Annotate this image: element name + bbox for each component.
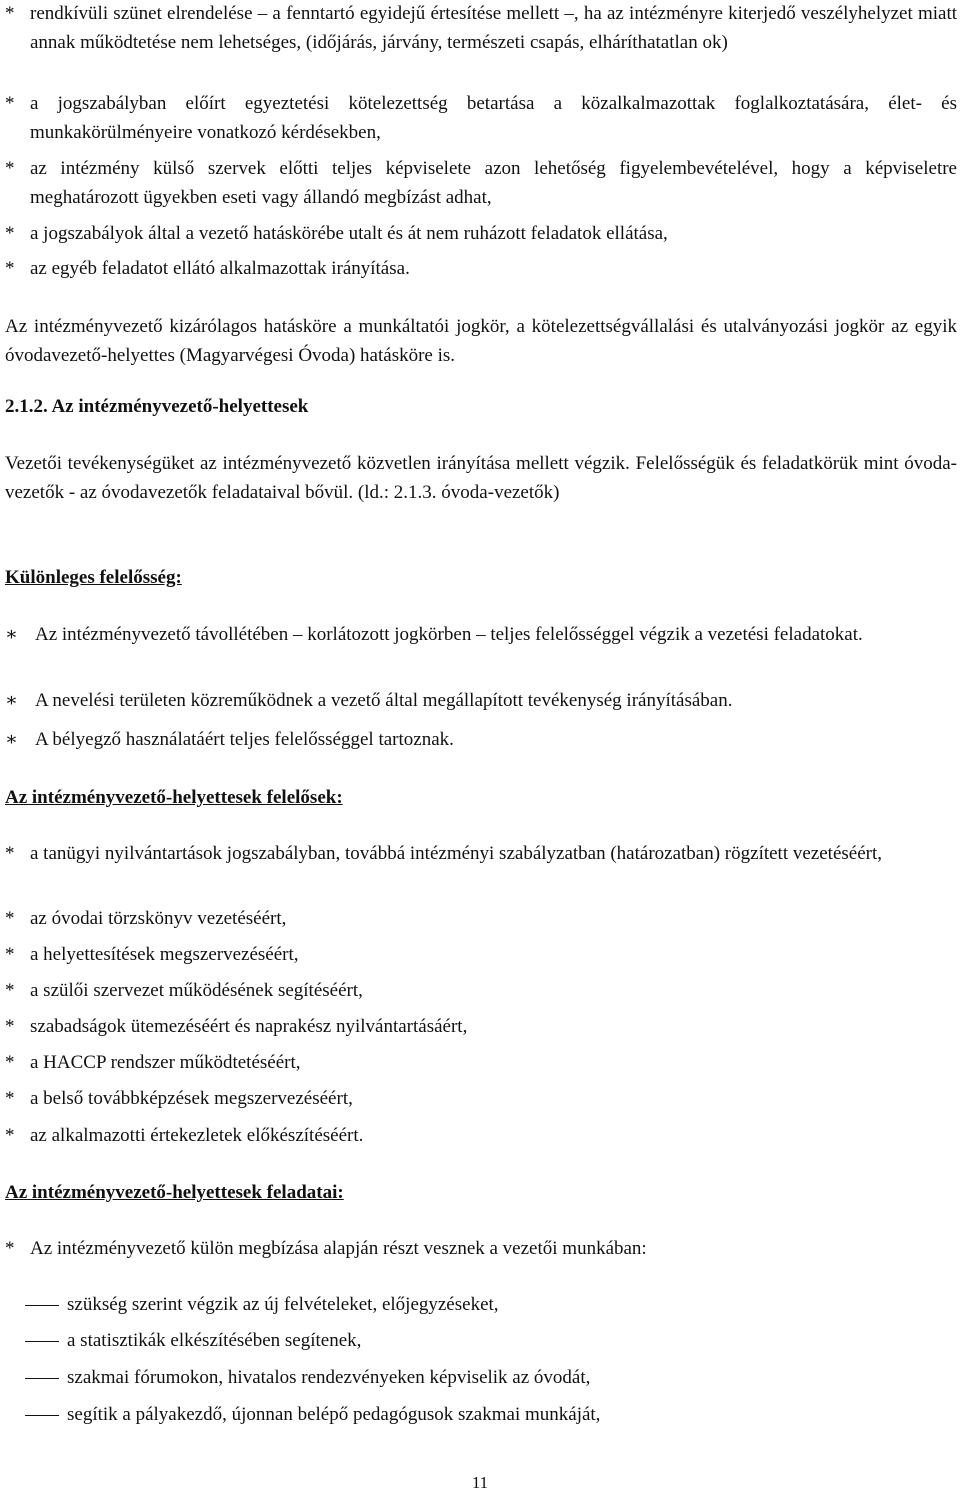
list-item <box>5 89 957 147</box>
list-item <box>5 940 957 969</box>
bullet-marker: * <box>5 1016 15 1037</box>
list-item-text: az intézmény külső szervek előtti teljes képviselete azon lehetőség figyelembevételével, hogy a képviseletre meghatározott ügyekben eseti vagy állandó megbízást adhat, <box>30 158 957 208</box>
responsibilities-heading: Az intézményvezető-helyettesek felelősek: <box>5 787 343 808</box>
list-item-text: a belső továbbképzések megszervezéséért, <box>30 1088 353 1109</box>
dash-marker <box>25 1378 59 1379</box>
list-item-text: a tanügyi nyilvántartások jogszabályban, továbbá intézményi szabályzatban (határozatban) rögzített vezetéséért, <box>30 843 882 864</box>
list-item-text: az egyéb feladatot ellátó alkalmazottak irányítása. <box>30 258 410 279</box>
dash-list-item <box>5 1400 957 1429</box>
list-item-text: szabadságok ütemezéséért és naprakész nyilvántartásáért, <box>30 1016 468 1037</box>
list-item-text: a jogszabályban előírt egyeztetési kötelezettség betartása a közalkalmazottak foglalkoztatására, élet- és munkakörülményeire vonatkozó kérdésekben, <box>30 93 957 143</box>
dash-list-item <box>5 1290 957 1319</box>
paragraph-deputies: Vezetői tevékenységüket az intézményvezető közvetlen irányítása mellett végzik. Felelősségük és feladatkörük mint óvoda-vezetők - az óvodavezetők feladataival bővül. (ld.: 2.1.3. óvoda-vezetők) <box>5 453 957 503</box>
list-item <box>5 1048 957 1077</box>
bullet-marker: * <box>5 1088 15 1109</box>
list-item-text: Az intézményvezető távollétében – korlátozott jogkörben – teljes felelősséggel végzik a vezetési feladatokat. <box>35 624 863 645</box>
list-item-text: az alkalmazotti értekezletek előkészítéséért. <box>30 1125 364 1146</box>
bullet-marker: * <box>5 93 15 114</box>
bullet-marker: * <box>5 3 15 24</box>
list-item-text: a jogszabályok által a vezető hatáskörébe utalt és át nem ruházott feladatok ellátása, <box>30 223 668 244</box>
dash-list-item <box>5 1363 957 1392</box>
bullet-marker: * <box>5 980 15 1001</box>
list-item <box>5 620 957 649</box>
list-item <box>5 254 957 283</box>
bullet-marker: * <box>5 223 15 244</box>
list-item <box>5 1012 957 1041</box>
special-responsibility-heading: Különleges felelősség: <box>5 567 182 588</box>
dash-item-text: segítik a pályakezdő, újonnan belépő pedagógusok szakmai munkáját, <box>67 1404 601 1425</box>
bullet-marker: * <box>5 258 15 279</box>
bullet-marker: * <box>5 944 15 965</box>
list-item <box>5 1234 957 1263</box>
bullet-marker: ∗ <box>5 690 18 711</box>
list-item-text: A bélyegző használatáért teljes felelősséggel tartoznak. <box>35 729 454 750</box>
list-item <box>5 219 957 248</box>
bullet-marker: * <box>5 1238 15 1259</box>
list-item <box>5 154 957 212</box>
list-item <box>5 0 957 57</box>
page-number: 11 <box>471 1473 489 1492</box>
section-heading: 2.1.2. Az intézményvezető-helyettesek <box>5 396 309 417</box>
list-item <box>5 839 957 868</box>
bullet-marker: * <box>5 158 15 179</box>
tasks-heading: Az intézményvezető-helyettesek feladatai: <box>5 1182 344 1203</box>
dash-item-text: szakmai fórumokon, hivatalos rendezvényeken képviselik az óvodát, <box>67 1367 591 1388</box>
dash-marker <box>25 1341 59 1342</box>
list-item <box>5 725 957 754</box>
dash-list-item <box>5 1326 957 1355</box>
dash-item-text: szükség szerint végzik az új felvételeket, előjegyzéseket, <box>67 1294 499 1315</box>
list-item-text: A nevelési területen közreműködnek a vezető által megállapított tevékenység irányításában. <box>35 690 733 711</box>
bullet-marker: * <box>5 1052 15 1073</box>
dash-marker <box>25 1415 59 1416</box>
bullet-marker: * <box>5 843 15 864</box>
list-item <box>5 1084 957 1113</box>
list-item-text: a HACCP rendszer működtetéséért, <box>30 1052 301 1073</box>
list-item-text: az óvodai törzskönyv vezetéséért, <box>30 908 287 929</box>
bullet-marker: ∗ <box>5 624 18 645</box>
bullet-marker: * <box>5 1125 15 1146</box>
dash-item-text: a statisztikák elkészítésében segítenek, <box>67 1330 362 1351</box>
list-item-text: a szülői szervezet működésének segítéséért, <box>30 980 363 1001</box>
paragraph-exclusive-authority: Az intézményvezető kizárólagos hatásköre a munkáltatói jogkör, a kötelezettségvállalási és utalványozási jogkör az egyik óvodavezető-helyettes (Magyarvégesi Óvoda) hatásköre is. <box>5 316 957 366</box>
list-item-text: Az intézményvezető külön megbízása alapján részt vesznek a vezetői munkában: <box>30 1238 647 1259</box>
list-item <box>5 686 957 715</box>
list-item-text: a helyettesítések megszervezéséért, <box>30 944 299 965</box>
list-item <box>5 904 957 933</box>
bullet-marker: * <box>5 908 15 929</box>
dash-marker <box>25 1305 59 1306</box>
list-item-text: rendkívüli szünet elrendelése – a fenntartó egyidejű értesítése mellett –, ha az intézményre kiterjedő veszélyhelyzet miatt annak működtetése nem lehetséges, (időjárás, járvány, természeti csapás, elháríthatatlan ok) <box>30 3 957 53</box>
list-item <box>5 1121 957 1150</box>
list-item <box>5 976 957 1005</box>
bullet-marker: ∗ <box>5 729 18 750</box>
